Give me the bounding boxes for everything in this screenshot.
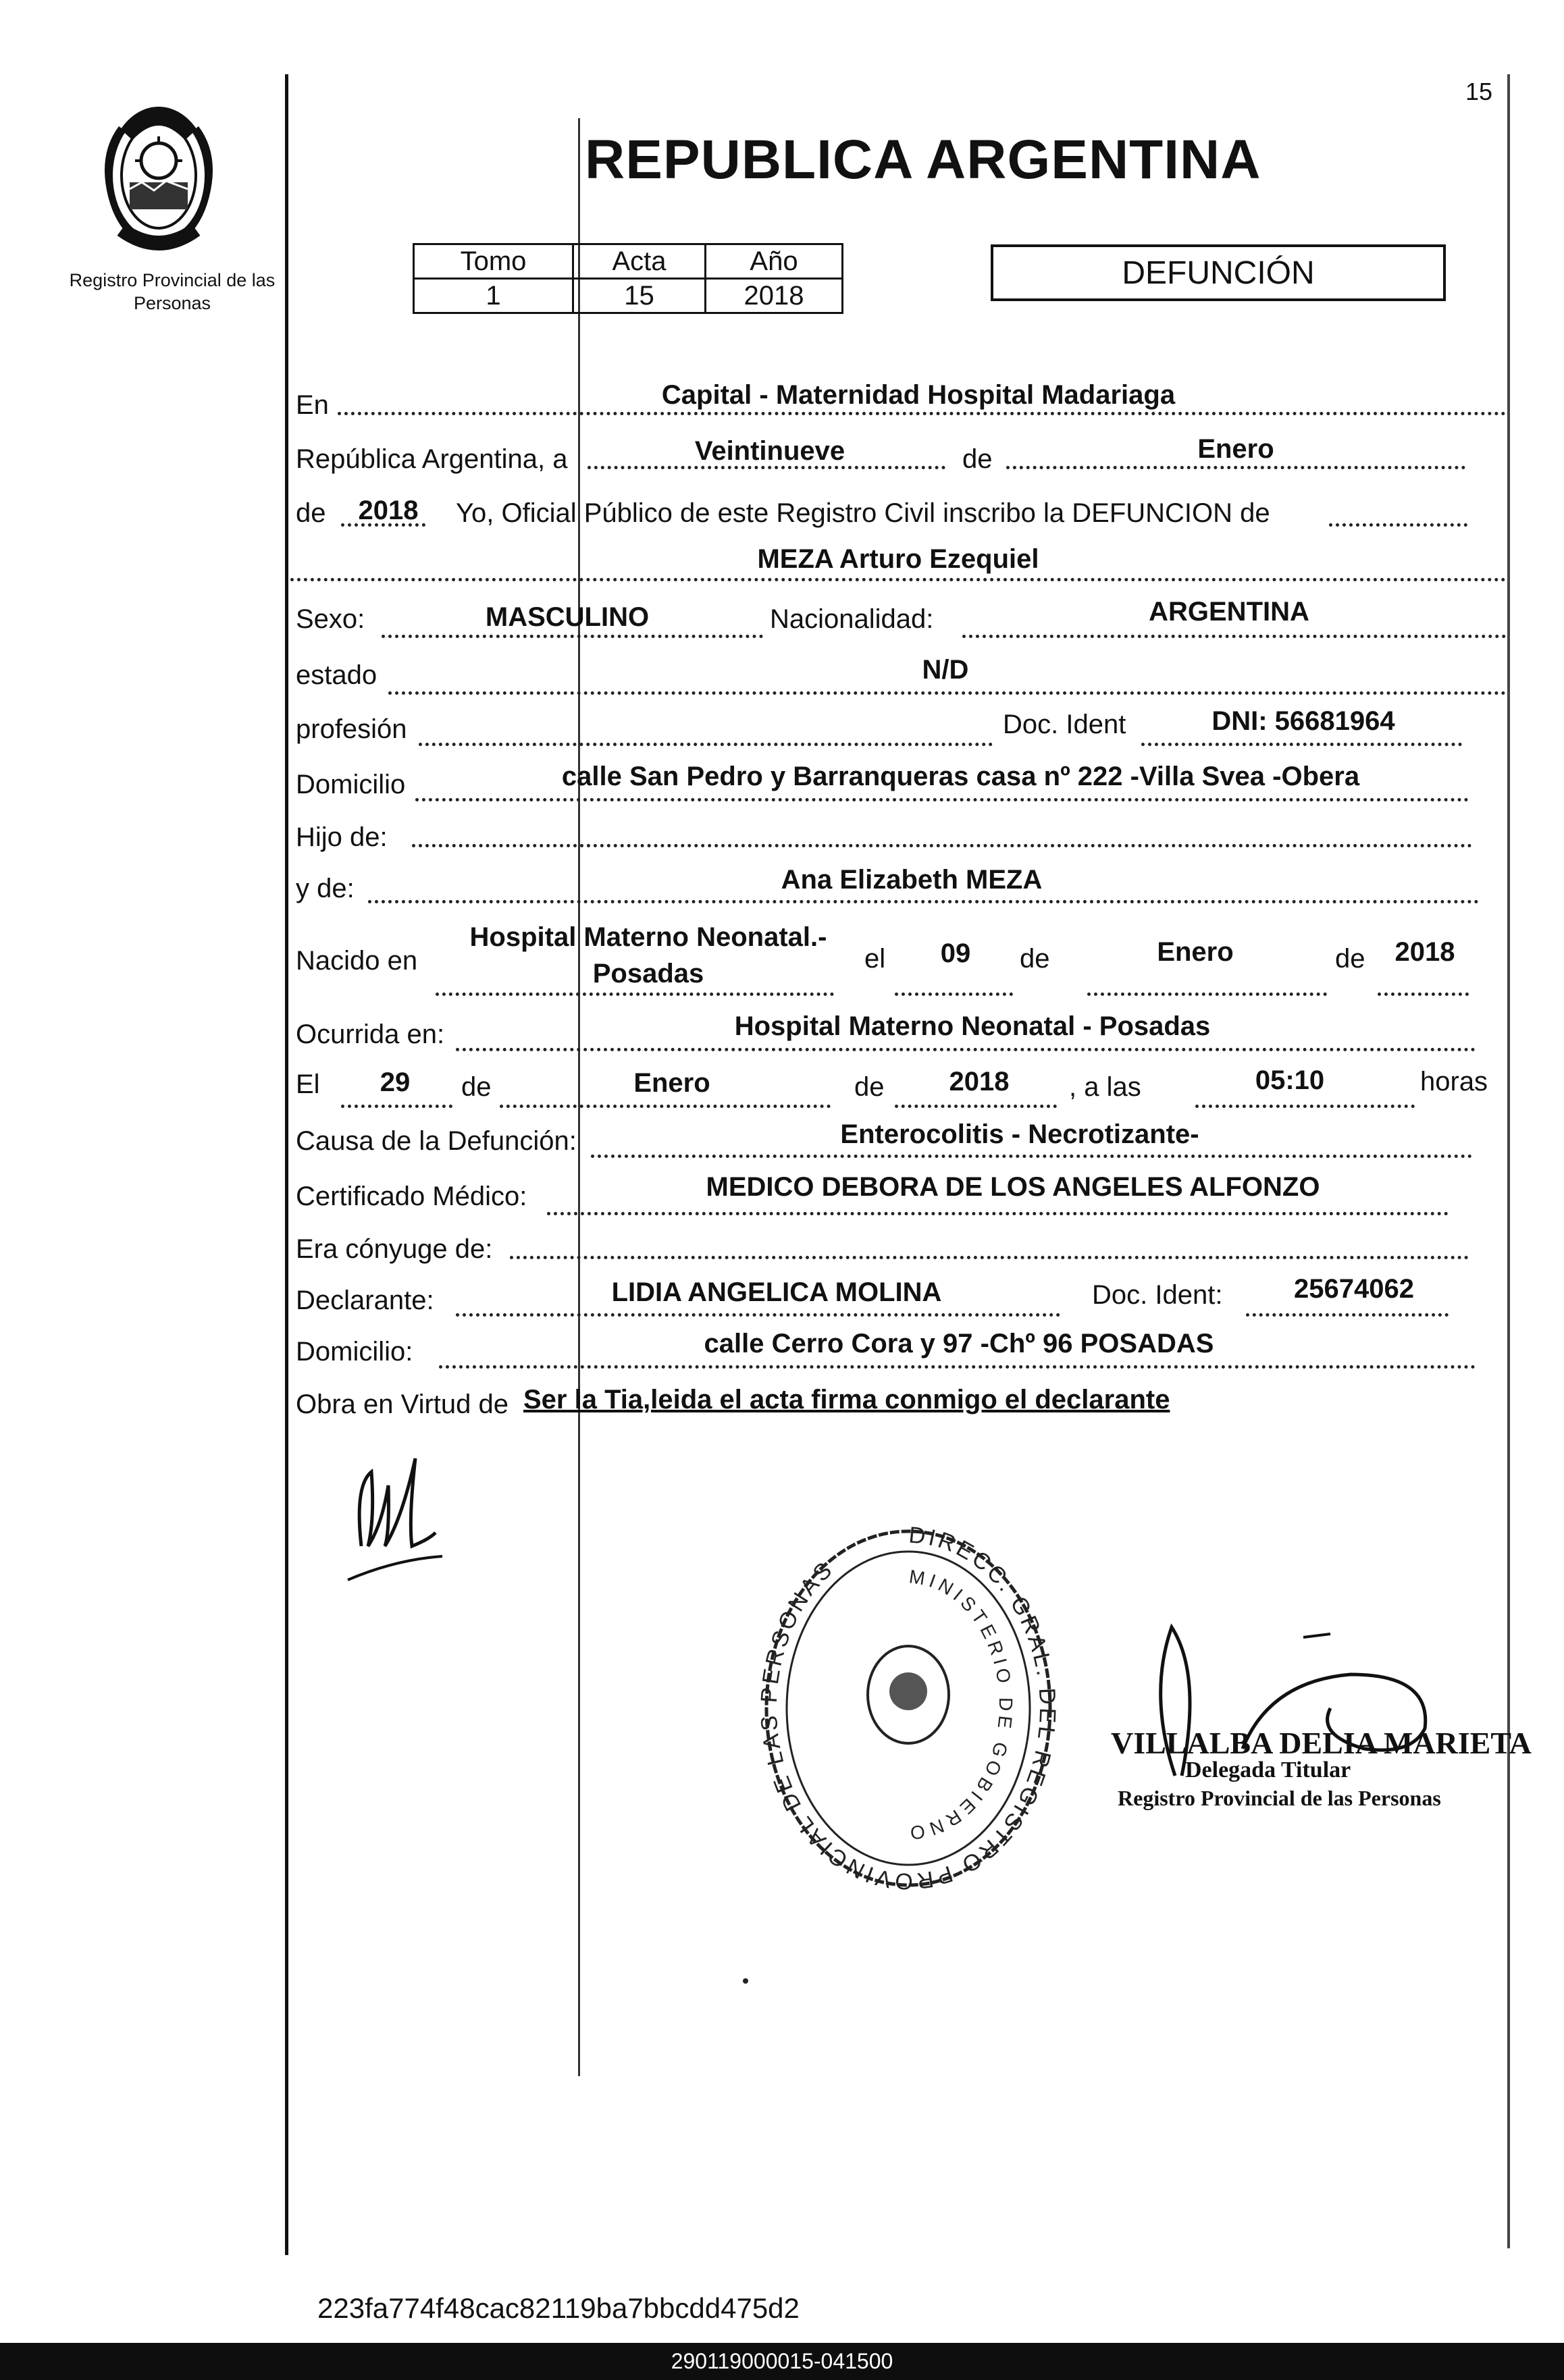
profesion-label: profesión	[296, 714, 407, 744]
dotted-line	[500, 1105, 831, 1108]
mother-name: Ana Elizabeth MEZA	[781, 865, 1043, 895]
svg-text:MINISTERIO DE GOBIERNO	[905, 1566, 1016, 1844]
dotted-line	[591, 1155, 1472, 1158]
certificado-label: Certificado Médico:	[296, 1182, 527, 1211]
de-label: de	[1335, 944, 1365, 974]
obra-text: Ser la Tia,leida el acta firma conmigo el declarante	[523, 1385, 1170, 1414]
a-las-label: , a las	[1069, 1072, 1141, 1102]
y-de-label: y de:	[296, 874, 355, 903]
document-hash: 223fa774f48cac82119ba7bbcdd475d2	[317, 2292, 800, 2324]
table-cell: 1	[414, 279, 573, 313]
dotted-line	[895, 993, 1013, 996]
dotted-line	[1329, 523, 1467, 527]
dotted-line	[419, 743, 993, 746]
official-name: VILLALBA DELIA MARIETA	[1111, 1726, 1532, 1760]
causa-label: Causa de la Defunción:	[296, 1126, 577, 1156]
declarante: LIDIA ANGELICA MOLINA	[611, 1277, 942, 1307]
republica-label: República Argentina, a	[296, 444, 568, 474]
day-words: Veintinueve	[694, 436, 845, 466]
registration-place: Capital - Maternidad Hospital Madariaga	[661, 380, 1176, 410]
birth-place-line2: Posadas	[592, 959, 704, 988]
birth-place-line1: Hospital Materno Neonatal.-	[469, 922, 827, 952]
dotted-line	[895, 1105, 1057, 1108]
dotted-line	[1141, 743, 1462, 746]
dotted-line	[436, 993, 834, 996]
dotted-line	[962, 635, 1506, 638]
table-header-cell: Tomo	[414, 244, 573, 279]
oficial-text: Yo, Oficial Público de este Registro Civil inscribo la DEFUNCION de	[456, 498, 1270, 528]
declarante-domicilio: calle Cerro Cora y 97 -Chº 96 POSADAS	[704, 1329, 1214, 1358]
declarante-label: Declarante:	[296, 1286, 434, 1315]
stamp-inner-text: MINISTERIO DE GOBIERNO	[905, 1566, 1017, 1844]
official-stamp	[750, 1519, 1067, 1901]
stamp-outer-text: DIRECC. GRAL. DEL REGISTRO PROVINCIAL DE LAS PERSONAS	[756, 1522, 1061, 1895]
birth-day: 09	[940, 938, 971, 968]
nacionalidad-label: Nacionalidad:	[770, 604, 934, 634]
estado: N/D	[922, 655, 969, 685]
stray-mark	[743, 1978, 748, 1984]
obra-label: Obra en Virtud de	[296, 1390, 509, 1419]
official-office: Registro Provincial de las Personas	[1118, 1786, 1441, 1810]
dotted-line	[1378, 993, 1469, 996]
doc-ident-label: Doc. Ident	[1003, 710, 1126, 739]
table-cell: 15	[573, 279, 706, 313]
domicilio-label: Domicilio	[296, 770, 406, 799]
table-header-cell: Año	[706, 244, 843, 279]
birth-year: 2018	[1394, 937, 1455, 967]
dotted-line	[290, 578, 1506, 581]
dotted-line	[510, 1256, 1469, 1259]
domicilio: calle San Pedro y Barranqueras casa nº 222 -Villa Svea -Obera	[561, 762, 1360, 791]
horas-label: horas	[1420, 1067, 1488, 1096]
nacionalidad: ARGENTINA	[1149, 597, 1309, 627]
doc-ident: DNI: 56681964	[1211, 706, 1395, 736]
doc-ident-label: Doc. Ident:	[1092, 1280, 1223, 1310]
dotted-line	[388, 691, 1506, 695]
birth-month: Enero	[1157, 937, 1234, 967]
conyuge-label: Era cónyuge de:	[296, 1234, 493, 1264]
death-time: 05:10	[1255, 1065, 1325, 1095]
table-cell: 2018	[706, 279, 843, 313]
en-label: En	[296, 390, 329, 420]
dotted-line	[439, 1365, 1476, 1369]
dotted-line	[1246, 1313, 1449, 1317]
death-year: 2018	[949, 1067, 1010, 1096]
table-header-cell: Acta	[573, 244, 706, 279]
dotted-line	[588, 466, 945, 469]
ocurrida-label: Ocurrida en:	[296, 1020, 445, 1049]
page-number: 15	[1465, 78, 1493, 105]
official-role: Delegada Titular	[1185, 1757, 1351, 1782]
handwritten-signature	[334, 1445, 469, 1590]
table-row	[414, 279, 843, 313]
acta-table	[413, 243, 843, 314]
dotted-line	[456, 1048, 1476, 1051]
estado-label: estado	[296, 660, 377, 690]
record-type-box: DEFUNCIÓN	[991, 244, 1446, 301]
de-label: de	[962, 444, 993, 474]
de-label: de	[461, 1072, 492, 1102]
barcode-number: 290119000015-041500	[0, 2343, 1564, 2380]
right-margin-line	[1507, 74, 1510, 2248]
dotted-line	[412, 844, 1472, 847]
year: 2018	[358, 496, 419, 525]
dotted-line	[382, 635, 763, 638]
de-label: de	[296, 498, 326, 528]
dotted-line	[1006, 466, 1465, 469]
dotted-line	[368, 900, 1479, 903]
de-label: de	[1020, 944, 1050, 974]
left-margin-line	[285, 74, 288, 2255]
death-month: Enero	[633, 1068, 710, 1098]
causa: Enterocolitis - Necrotizante-	[840, 1119, 1199, 1149]
de-label: de	[854, 1072, 885, 1102]
el-label: el	[864, 944, 886, 974]
dotted-line	[415, 798, 1469, 801]
dotted-line	[1195, 1105, 1415, 1108]
dotted-line	[456, 1313, 1060, 1317]
registry-label: Registro Provincial de las Personas	[69, 270, 276, 313]
deceased-name: MEZA Arturo Ezequiel	[757, 544, 1039, 574]
sexo: MASCULINO	[485, 602, 650, 632]
el-label: El	[296, 1069, 320, 1099]
page-title: REPUBLICA ARGENTINA	[585, 129, 1261, 190]
hijo-label: Hijo de:	[296, 822, 388, 852]
dotted-line	[1087, 993, 1327, 996]
dotted-line	[341, 1105, 452, 1108]
death-day: 29	[380, 1067, 411, 1097]
dotted-line	[338, 412, 1506, 415]
sexo-label: Sexo:	[296, 604, 365, 634]
declarante-doc: 25674062	[1294, 1274, 1414, 1304]
domicilio-label: Domicilio:	[296, 1337, 413, 1367]
month: Enero	[1197, 434, 1274, 464]
nacido-label: Nacido en	[296, 946, 418, 976]
dotted-line	[547, 1212, 1449, 1215]
death-place: Hospital Materno Neonatal - Posadas	[734, 1011, 1211, 1041]
certificado: MEDICO DEBORA DE LOS ANGELES ALFONZO	[706, 1172, 1320, 1202]
table-header-row	[414, 244, 843, 279]
province-seal-logo	[81, 88, 236, 267]
